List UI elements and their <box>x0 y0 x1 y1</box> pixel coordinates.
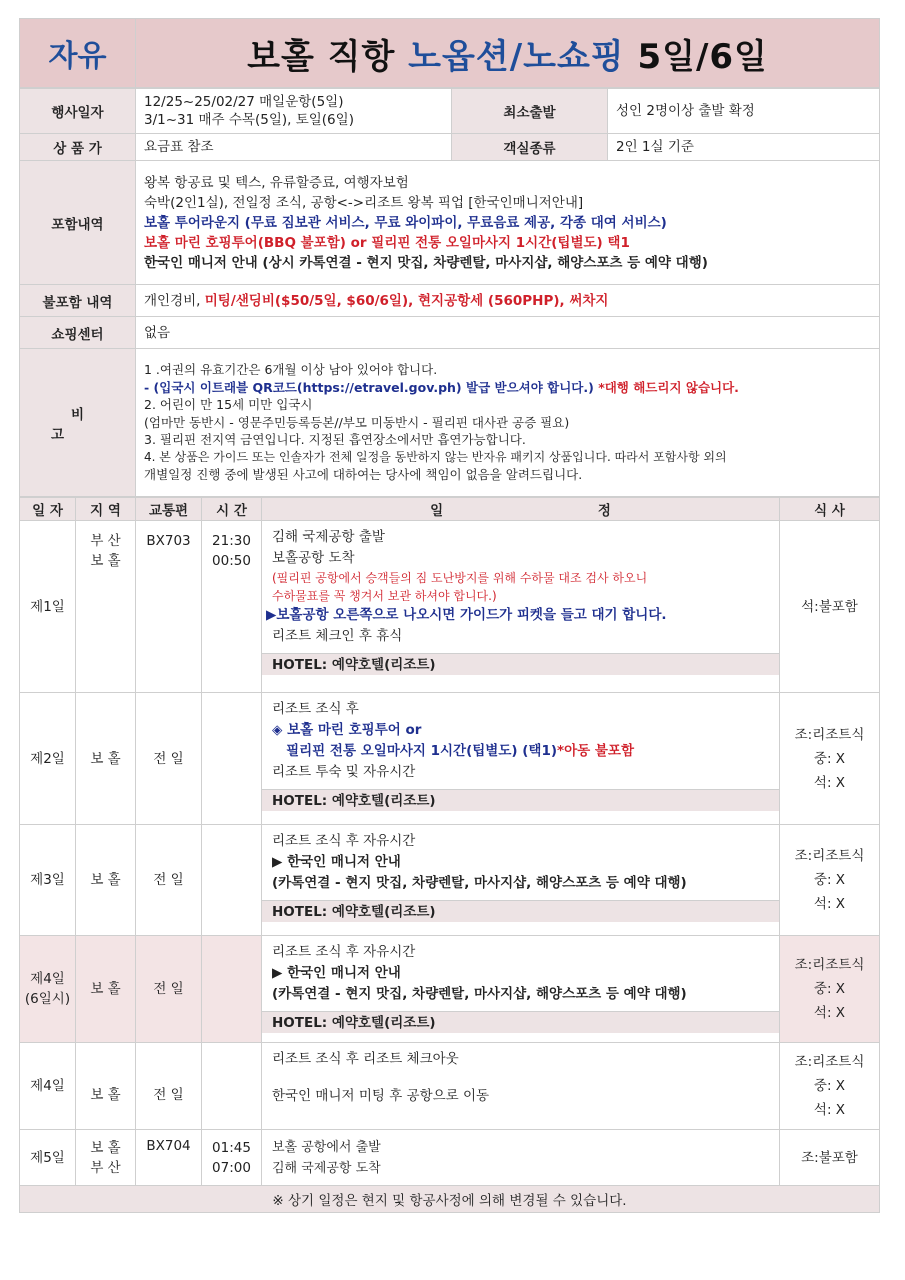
header-day: 일 자 <box>20 498 76 521</box>
dates-label: 행사일자 <box>20 89 136 134</box>
day-cell: 제3일 <box>20 825 76 936</box>
region-cell: 보 홀 <box>76 693 136 825</box>
hotel-label: HOTEL: 예약호텔(리조트) <box>262 900 779 922</box>
meal-cell: 조:리조트식 중: X 석: X <box>780 1043 880 1130</box>
meal-cell: 조:리조트식 중: X 석: X <box>780 693 880 825</box>
min-departure-value: 성인 2명이상 출발 확정 <box>608 89 880 134</box>
itinerary-sheet <box>19 18 879 1213</box>
included-label: 포함내역 <box>20 161 136 285</box>
table-row <box>20 825 880 936</box>
itinerary-cell: 김해 국제공항 출발 보홀공항 도착 (필리핀 공항에서 승객들의 짐 도난방지를 위해 수하물 대조 검사 하오니 수하물표를 꼭 챙겨서 보관 하셔야 합니다.) ▶보홀공항 오른쪽으로 나오시면 가이드가 피켓을 들고 대기 합니다. 리조트 체크인 후 휴식 HOTEL: 예약호텔(리조트) <box>262 521 780 693</box>
min-departure-label: 최소출발 <box>452 89 608 134</box>
itinerary-cell: 리조트 조식 후 리조트 체크아웃 한국인 매니저 미팅 후 공항으로 이동 <box>262 1043 780 1130</box>
room-type-label: 객실종류 <box>452 134 608 161</box>
header-meal: 식 사 <box>780 498 880 521</box>
transport-cell: 전 일 <box>136 693 202 825</box>
schedule-header <box>20 498 880 521</box>
title-highlight: 노옵션/노쇼핑 <box>408 36 625 77</box>
footer-row <box>20 1186 880 1213</box>
meal-cell: 조:리조트식 중: X 석: X <box>780 825 880 936</box>
header-transport: 교통편 <box>136 498 202 521</box>
transport-cell: 전 일 <box>136 825 202 936</box>
day-cell: 제2일 <box>20 693 76 825</box>
price-value: 요금표 참조 <box>136 134 452 161</box>
region-cell: 보 홀 부 산 <box>76 1130 136 1186</box>
table-row <box>20 936 880 1043</box>
price-label: 상 품 가 <box>20 134 136 161</box>
day-cell: 제5일 <box>20 1130 76 1186</box>
meal-cell: 조:불포함 <box>780 1130 880 1186</box>
time-cell: 21:30 00:50 <box>202 521 262 693</box>
time-cell <box>202 1043 262 1130</box>
header-itinerary: 일 정 <box>262 498 780 521</box>
included-value: 왕복 항공료 및 텍스, 유류할증료, 여행자보험 숙박(2인1실), 전일정 조식, 공항<->리조트 왕복 픽업 [한국인매니저안내] 보홀 투어라운지 (무료 짐보관 서비스, 무료 와이파이, 무료음료 제공, 각종 대여 서비스) 보홀 마린 호핑투어(BBQ 불포함) or 필리핀 전통 오일마사지 1시간(팁별도) 택1 한국인 매니저 안내 (상시 카톡연결 - 현지 맛집, 차량렌탈, 마사지샵, 해양스포츠 등 예약 대행) <box>136 161 880 285</box>
excluded-label: 불포함 내역 <box>20 285 136 317</box>
info-table <box>19 88 880 497</box>
region-cell: 보 홀 <box>76 1043 136 1130</box>
table-row <box>20 521 880 693</box>
time-cell <box>202 693 262 825</box>
time-cell: 01:45 07:00 <box>202 1130 262 1186</box>
itinerary-cell: 리조트 조식 후 자유시간 ▶ 한국인 매니저 안내 (카톡연결 - 현지 맛집, 차량렌탈, 마사지샵, 해양스포츠 등 예약 대행) HOTEL: 예약호텔(리조트) <box>262 825 780 936</box>
shopping-label: 쇼핑센터 <box>20 317 136 349</box>
room-type-value: 2인 1실 기준 <box>608 134 880 161</box>
day-cell: 제1일 <box>20 521 76 693</box>
transport-cell: BX703 <box>136 521 202 693</box>
dates-value: 12/25~25/02/27 매일운항(5일) 3/1~31 매주 수목(5일), 토일(6일) <box>136 89 452 134</box>
meal-cell: 조:리조트식 중: X 석: X <box>780 936 880 1043</box>
day-cell: 제4일 (6일시) <box>20 936 76 1043</box>
itinerary-cell: 보홀 공항에서 출발 김해 국제공항 도착 <box>262 1130 780 1186</box>
region-cell: 보 홀 <box>76 825 136 936</box>
day-cell: 제4일 <box>20 1043 76 1130</box>
header-time: 시 간 <box>202 498 262 521</box>
footer-note: ※ 상기 일정은 현지 및 항공사정에 의해 변경될 수 있습니다. <box>20 1186 880 1213</box>
region-cell: 부 산 보 홀 <box>76 521 136 693</box>
title-prefix: 보홀 직항 <box>247 36 409 77</box>
title-table <box>19 18 880 88</box>
hotel-label: HOTEL: 예약호텔(리조트) <box>262 1011 779 1033</box>
transport-cell: BX704 <box>136 1130 202 1186</box>
time-cell <box>202 936 262 1043</box>
table-row <box>20 693 880 825</box>
schedule-table <box>19 497 880 1213</box>
remarks-value: 1 .여권의 유효기간은 6개월 이상 남아 있어야 합니다. - (입국시 이트래블 QR코드(https://etravel.gov.ph) 발급 받으셔야 합니다.) *대행 해드리지 않습니다. 2. 어린이 만 15세 미만 입국시 (엄마만 동반시 - 영문주민등록등본//부모 미동반시 - 필리핀 대사관 공증 필요) 3. 필리핀 전지역 금연입니다. 지정된 흡연장소에서만 흡연가능합니다. 4. 본 상품은 가이드 또는 인솔자가 전체 일정을 동반하지 않는 반자유 패키지 상품입니다. 따라서 포함사항 외의 개별일정 진행 중에 발생된 사고에 대하여는 당사에 책임이 없음을 알려드립니다. <box>136 349 880 497</box>
time-cell <box>202 825 262 936</box>
itinerary-cell: 리조트 조식 후 ◈ 보홀 마린 호핑투어 or 필리핀 전통 오일마사지 1시간(팁별도) (택1)*아동 불포함 리조트 투숙 및 자유시간 HOTEL: 예약호텔(리조트) <box>262 693 780 825</box>
region-cell: 보 홀 <box>76 936 136 1043</box>
title-badge: 자유 <box>20 19 136 88</box>
itinerary-cell: 리조트 조식 후 자유시간 ▶ 한국인 매니저 안내 (카톡연결 - 현지 맛집, 차량렌탈, 마사지샵, 해양스포츠 등 예약 대행) HOTEL: 예약호텔(리조트) <box>262 936 780 1043</box>
header-region: 지 역 <box>76 498 136 521</box>
hotel-label: HOTEL: 예약호텔(리조트) <box>262 789 779 811</box>
excluded-value: 개인경비, 미팅/샌딩비($50/5일, $60/6일), 현지공항세 (560PHP), 써차지 <box>136 285 880 317</box>
table-row <box>20 1043 880 1130</box>
hotel-label: HOTEL: 예약호텔(리조트) <box>262 653 779 675</box>
transport-cell: 전 일 <box>136 1043 202 1130</box>
remarks-label: 비 고 <box>20 349 136 497</box>
transport-cell: 전 일 <box>136 936 202 1043</box>
shopping-value: 없음 <box>136 317 880 349</box>
table-row <box>20 1130 880 1186</box>
page-title <box>136 19 880 88</box>
meal-cell: 석:불포함 <box>780 521 880 693</box>
title-suffix: 5일/6일 <box>624 36 768 77</box>
